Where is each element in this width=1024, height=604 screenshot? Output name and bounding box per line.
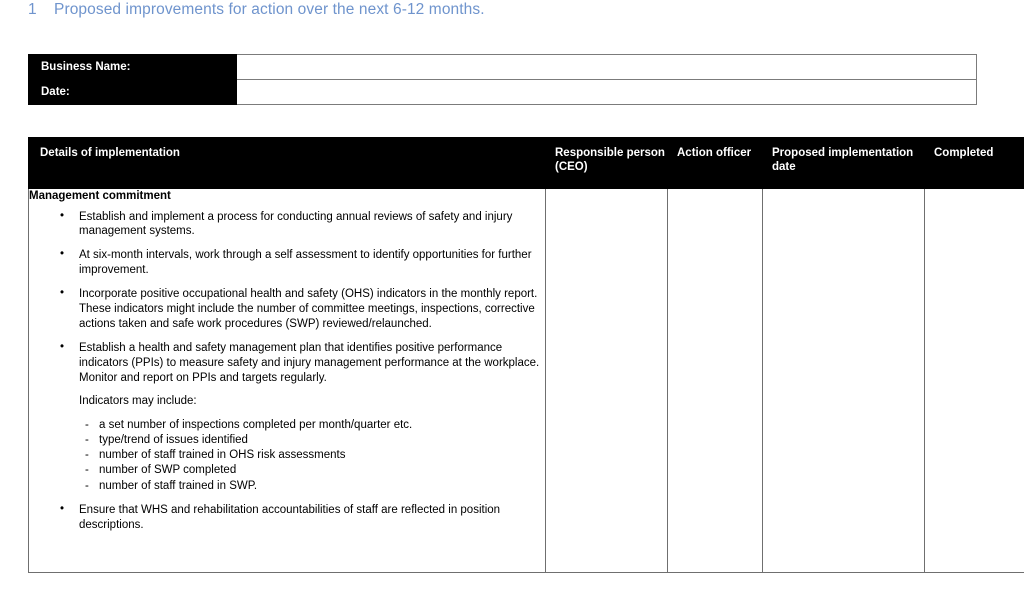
list-item: • At six-month intervals, work through a self assessment to identify opportunities for further improvement. xyxy=(29,248,545,278)
cell-completed[interactable] xyxy=(925,189,1024,573)
list-item: - a set number of inspections completed per month/quarter etc. xyxy=(79,418,545,433)
column-header-responsible-person: Responsible person (CEO) xyxy=(546,138,668,189)
column-header-completed: Completed xyxy=(925,138,1024,189)
list-item: - type/trend of issues identified xyxy=(79,433,545,448)
list-item: • Establish a health and safety management plan that identifies positive performance indicators (PPIs) to measure safety and injury management performance at the workplace. Monitor and report on PPIs and targets regularly. xyxy=(29,341,545,386)
column-header-details: Details of implementation xyxy=(29,138,546,189)
cell-proposed-date[interactable] xyxy=(763,189,925,573)
business-name-field[interactable] xyxy=(237,55,977,80)
section-title-management-commitment: Management commitment xyxy=(29,190,171,202)
heading-number: 1 xyxy=(28,1,37,18)
list-item: - number of staff trained in OHS risk assessments xyxy=(79,448,545,463)
bullet-list xyxy=(29,210,545,386)
indicators-intro: Indicators may include: xyxy=(79,394,197,407)
bullet-list-final xyxy=(29,503,545,533)
list-item: • Incorporate positive occupational health and safety (OHS) indicators in the monthly report. These indicators might include the number of committee meetings, inspections, corrective actions taken and safe work procedures (SWP) reviewed/relaunched. xyxy=(29,287,545,332)
list-item: - number of SWP completed xyxy=(79,463,545,478)
cell-details-implementation xyxy=(29,189,546,573)
list-item: • Establish and implement a process for conducting annual reviews of safety and injury management systems. xyxy=(29,210,545,240)
indicators-list xyxy=(79,418,545,494)
implementation-table xyxy=(28,137,1024,573)
date-label: Date: xyxy=(29,80,237,105)
heading-text: Proposed improvements for action over the next 6-12 months. xyxy=(54,1,485,18)
date-field[interactable] xyxy=(237,80,977,105)
indicators-block xyxy=(29,394,545,494)
page-heading xyxy=(28,1,485,19)
table-row-business-name xyxy=(29,55,977,80)
cell-action-officer[interactable] xyxy=(668,189,763,573)
table-row-date xyxy=(29,80,977,105)
table-header-row xyxy=(29,138,1024,189)
column-header-action-officer: Action officer xyxy=(668,138,763,189)
table-row xyxy=(29,189,1024,573)
list-item: • Ensure that WHS and rehabilitation accountabilities of staff are reflected in position descriptions. xyxy=(29,503,545,533)
business-name-label: Business Name: xyxy=(29,55,237,80)
list-item: - number of staff trained in SWP. xyxy=(79,479,545,494)
business-info-table xyxy=(28,54,977,105)
column-header-proposed-date: Proposed implementation date xyxy=(763,138,925,189)
cell-responsible-person[interactable] xyxy=(546,189,668,573)
